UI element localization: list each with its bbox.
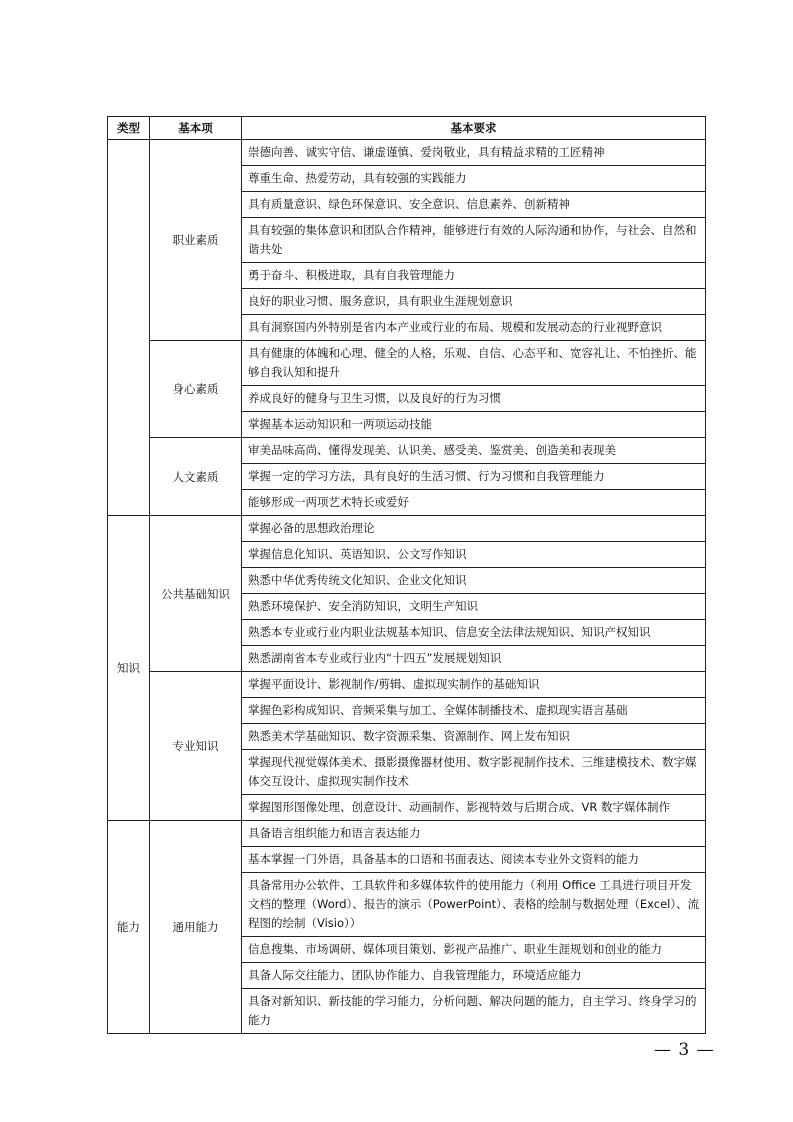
header-item: 基本项 <box>150 117 242 140</box>
requirement-cell: 基本掌握一门外语，具备基本的口语和书面表达、阅读本专业外文资料的能力 <box>242 847 706 873</box>
requirement-cell: 具备对新知识、新技能的学习能力，分析问题、解决问题的能力，自主学习、终身学习的能力 <box>242 989 706 1034</box>
requirement-cell: 崇德向善、诚实守信、谦虚谨慎、爱岗敬业，具有精益求精的工匠精神 <box>242 140 706 166</box>
requirement-cell: 具有质量意识、绿色环保意识、安全意识、信息素养、创新精神 <box>242 192 706 218</box>
requirement-cell: 能够形成一两项艺术特长或爱好 <box>242 490 706 516</box>
requirement-cell: 掌握色彩构成知识、音频采集与加工、全媒体制播技术、虚拟现实语言基础 <box>242 698 706 724</box>
type-cell-knowledge: 知识 <box>108 516 150 821</box>
requirement-cell: 掌握现代视觉媒体美术、摄影摄像器材使用、数字影视制作技术、三维建模技术、数字媒体交互设计、虚拟现实制作技术 <box>242 750 706 795</box>
table-header-row <box>108 117 706 140</box>
type-cell-ability: 能力 <box>108 821 150 1034</box>
requirement-cell: 养成良好的健身与卫生习惯，以及良好的行为习惯 <box>242 386 706 412</box>
requirement-cell: 熟悉中华优秀传统文化知识、企业文化知识 <box>242 568 706 594</box>
requirement-cell: 掌握基本运动知识和一两项运动技能 <box>242 412 706 438</box>
requirement-cell: 熟悉环境保护、安全消防知识，文明生产知识 <box>242 594 706 620</box>
requirement-cell: 审美品味高尚、懂得发现美、认识美、感受美、鉴赏美、创造美和表现美 <box>242 438 706 464</box>
requirement-cell: 掌握必备的思想政治理论 <box>242 516 706 542</box>
table-row <box>108 438 706 464</box>
item-cell-professional-quality: 职业素质 <box>150 140 242 341</box>
requirement-cell: 掌握一定的学习方法，具有良好的生活习惯、行为习惯和自我管理能力 <box>242 464 706 490</box>
requirement-cell: 熟悉本专业或行业内职业法规基本知识、信息安全法律法规知识、知识产权知识 <box>242 620 706 646</box>
requirement-cell: 具备常用办公软件、工具软件和多媒体软件的使用能力（利用 Office 工具进行项目开发文档的整理（Word）、报告的演示（PowerPoint）、表格的绘制与数据处理（Excel）、流程图的绘制（Visio）） <box>242 873 706 937</box>
requirement-cell: 掌握平面设计、影视制作/剪辑、虚拟现实制作的基础知识 <box>242 672 706 698</box>
requirements-table <box>107 116 706 1034</box>
table-row <box>108 672 706 698</box>
requirement-cell: 掌握图形图像处理、创意设计、动画制作、影视特效与后期合成、VR 数字媒体制作 <box>242 795 706 821</box>
item-cell-humanities: 人文素质 <box>150 438 242 516</box>
table-row <box>108 821 706 847</box>
requirement-cell: 具有较强的集体意识和团队合作精神，能够进行有效的人际沟通和协作，与社会、自然和谐共处 <box>242 218 706 263</box>
item-cell-public-basic-knowledge: 公共基础知识 <box>150 516 242 672</box>
header-requirement: 基本要求 <box>242 117 706 140</box>
requirement-cell: 良好的职业习惯、服务意识，具有职业生涯规划意识 <box>242 289 706 315</box>
type-cell-quality <box>108 140 150 516</box>
requirement-cell: 尊重生命、热爱劳动，具有较强的实践能力 <box>242 166 706 192</box>
requirement-cell: 掌握信息化知识、英语知识、公文写作知识 <box>242 542 706 568</box>
requirement-cell: 熟悉美术学基础知识、数字资源采集、资源制作、网上发布知识 <box>242 724 706 750</box>
table-row <box>108 341 706 386</box>
requirement-cell: 勇于奋斗、积极进取，具有自我管理能力 <box>242 263 706 289</box>
requirement-cell: 具备人际交往能力、团队协作能力、自我管理能力，环境适应能力 <box>242 963 706 989</box>
requirement-cell: 具备语言组织能力和语言表达能力 <box>242 821 706 847</box>
requirement-cell: 具有健康的体魄和心理、健全的人格，乐观、自信、心态平和、宽容礼让、不怕挫折、能够自我认知和提升 <box>242 341 706 386</box>
item-cell-physical-mental: 身心素质 <box>150 341 242 438</box>
requirement-cell: 熟悉湖南省本专业或行业内“十四五”发展规划知识 <box>242 646 706 672</box>
page-number: — 3 — <box>654 1040 715 1060</box>
header-type: 类型 <box>108 117 150 140</box>
item-cell-professional-knowledge: 专业知识 <box>150 672 242 821</box>
item-cell-general-ability: 通用能力 <box>150 821 242 1034</box>
table-row <box>108 140 706 166</box>
requirement-cell: 信息搜集、市场调研、媒体项目策划、影视产品推广、职业生涯规划和创业的能力 <box>242 937 706 963</box>
requirement-cell: 具有洞察国内外特别是省内本产业或行业的布局、规模和发展动态的行业视野意识 <box>242 315 706 341</box>
table-row <box>108 516 706 542</box>
